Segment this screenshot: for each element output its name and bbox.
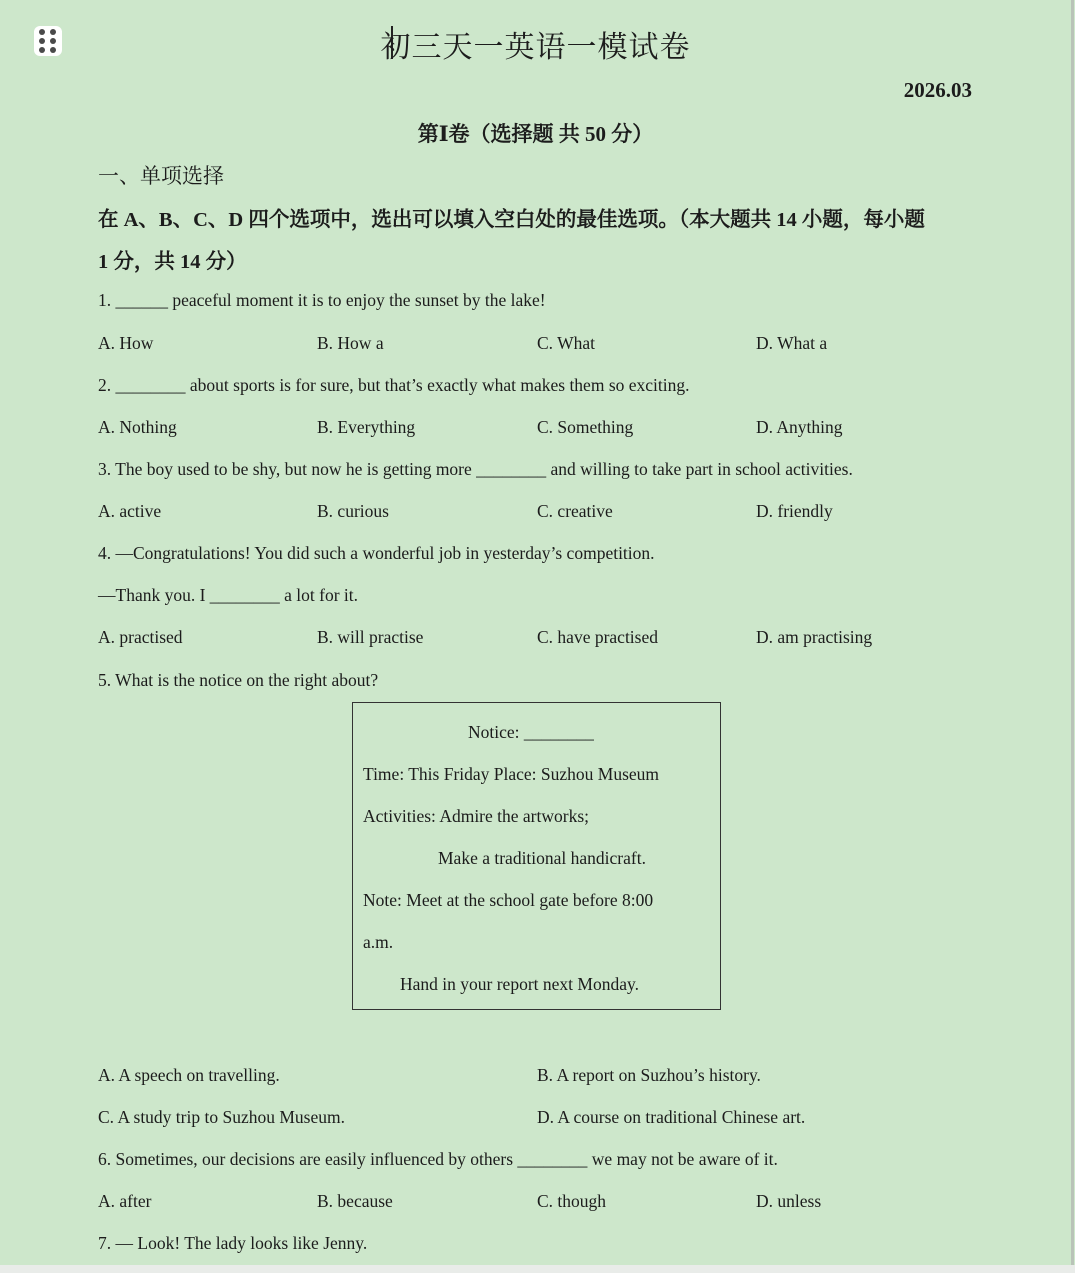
q1-option-b: B. How a — [317, 333, 384, 353]
section-title: 第Ⅰ卷（选择题 共 50 分） — [417, 122, 654, 146]
q3-option-b: B. curious — [317, 501, 389, 521]
notice-activities: Activities: Admire the artworks; — [363, 806, 589, 826]
q4-option-c: C. have practised — [537, 627, 658, 647]
q6-option-a: A. after — [98, 1191, 152, 1211]
part-heading: 一、单项选择 — [98, 164, 224, 188]
instructions-line-1: 在 A、B、C、D 四个选项中，选出可以填入空白处的最佳选项。（本大题共 14 小题，每小题 — [98, 209, 925, 231]
q1-option-c: C. What — [537, 333, 596, 353]
question-5-stem: 5. What is the notice on the right about? — [98, 670, 379, 690]
q4-option-d: D. am practising — [756, 627, 873, 647]
q2-option-c: C. Something — [537, 417, 634, 437]
q3-option-a: A. active — [98, 501, 162, 521]
question-6-stem: 6. Sometimes, our decisions are easily influenced by others ________ we may not be aware of it. — [98, 1149, 778, 1169]
instructions-line-2: 1 分，共 14 分） — [98, 251, 247, 273]
notice-note: Note: Meet at the school gate before 8:00 — [363, 890, 654, 910]
question-3-stem: 3. The boy used to be shy, but now he is getting more ________ and willing to take part in school activities. — [98, 459, 853, 479]
q6-option-b: B. because — [317, 1191, 393, 1211]
notice-box — [352, 702, 721, 1010]
notice-time-place: Time: This Friday Place: Suzhou Museum — [363, 764, 660, 784]
q3-option-d: D. friendly — [756, 501, 833, 521]
q2-option-a: A. Nothing — [98, 417, 177, 437]
q6-option-d: D. unless — [756, 1191, 822, 1211]
q4-option-a: A. practised — [98, 627, 183, 647]
q5-option-c: C. A study trip to Suzhou Museum. — [98, 1107, 345, 1127]
q1-option-d: D. What a — [756, 333, 828, 353]
notice-activities-2: Make a traditional handicraft. — [438, 848, 646, 868]
exam-date: 2026.03 — [903, 78, 972, 102]
question-7-stem: 7. — Look! The lady looks like Jenny. — [98, 1233, 368, 1253]
q6-option-c: C. though — [537, 1191, 607, 1211]
question-1-stem: 1. ______ peaceful moment it is to enjoy the sunset by the lake! — [98, 290, 546, 310]
q5-option-d: D. A course on traditional Chinese art. — [537, 1107, 806, 1127]
q4-option-b: B. will practise — [317, 627, 424, 647]
q1-option-a: A. How — [98, 333, 154, 353]
q5-option-b: B. A report on Suzhou’s history. — [537, 1065, 761, 1085]
notice-title: Notice: ________ — [468, 722, 594, 742]
notice-note-2: a.m. — [363, 932, 394, 952]
q2-option-b: B. Everything — [317, 417, 416, 437]
page-bottom-edge — [0, 1265, 1075, 1273]
q2-option-d: D. Anything — [756, 417, 843, 437]
question-4-stem-2: —Thank you. I ________ a lot for it. — [98, 585, 359, 605]
q3-option-c: C. creative — [537, 501, 613, 521]
q5-option-a: A. A speech on travelling. — [98, 1065, 280, 1085]
notice-note-3: Hand in your report next Monday. — [400, 974, 639, 994]
page-title: 初三天一英语一模试卷 — [380, 31, 691, 64]
question-4-stem-1: 4. —Congratulations! You did such a wonderful job in yesterday’s competition. — [98, 543, 655, 563]
question-2-stem: 2. ________ about sports is for sure, but that’s exactly what makes them so exciting. — [98, 375, 690, 395]
